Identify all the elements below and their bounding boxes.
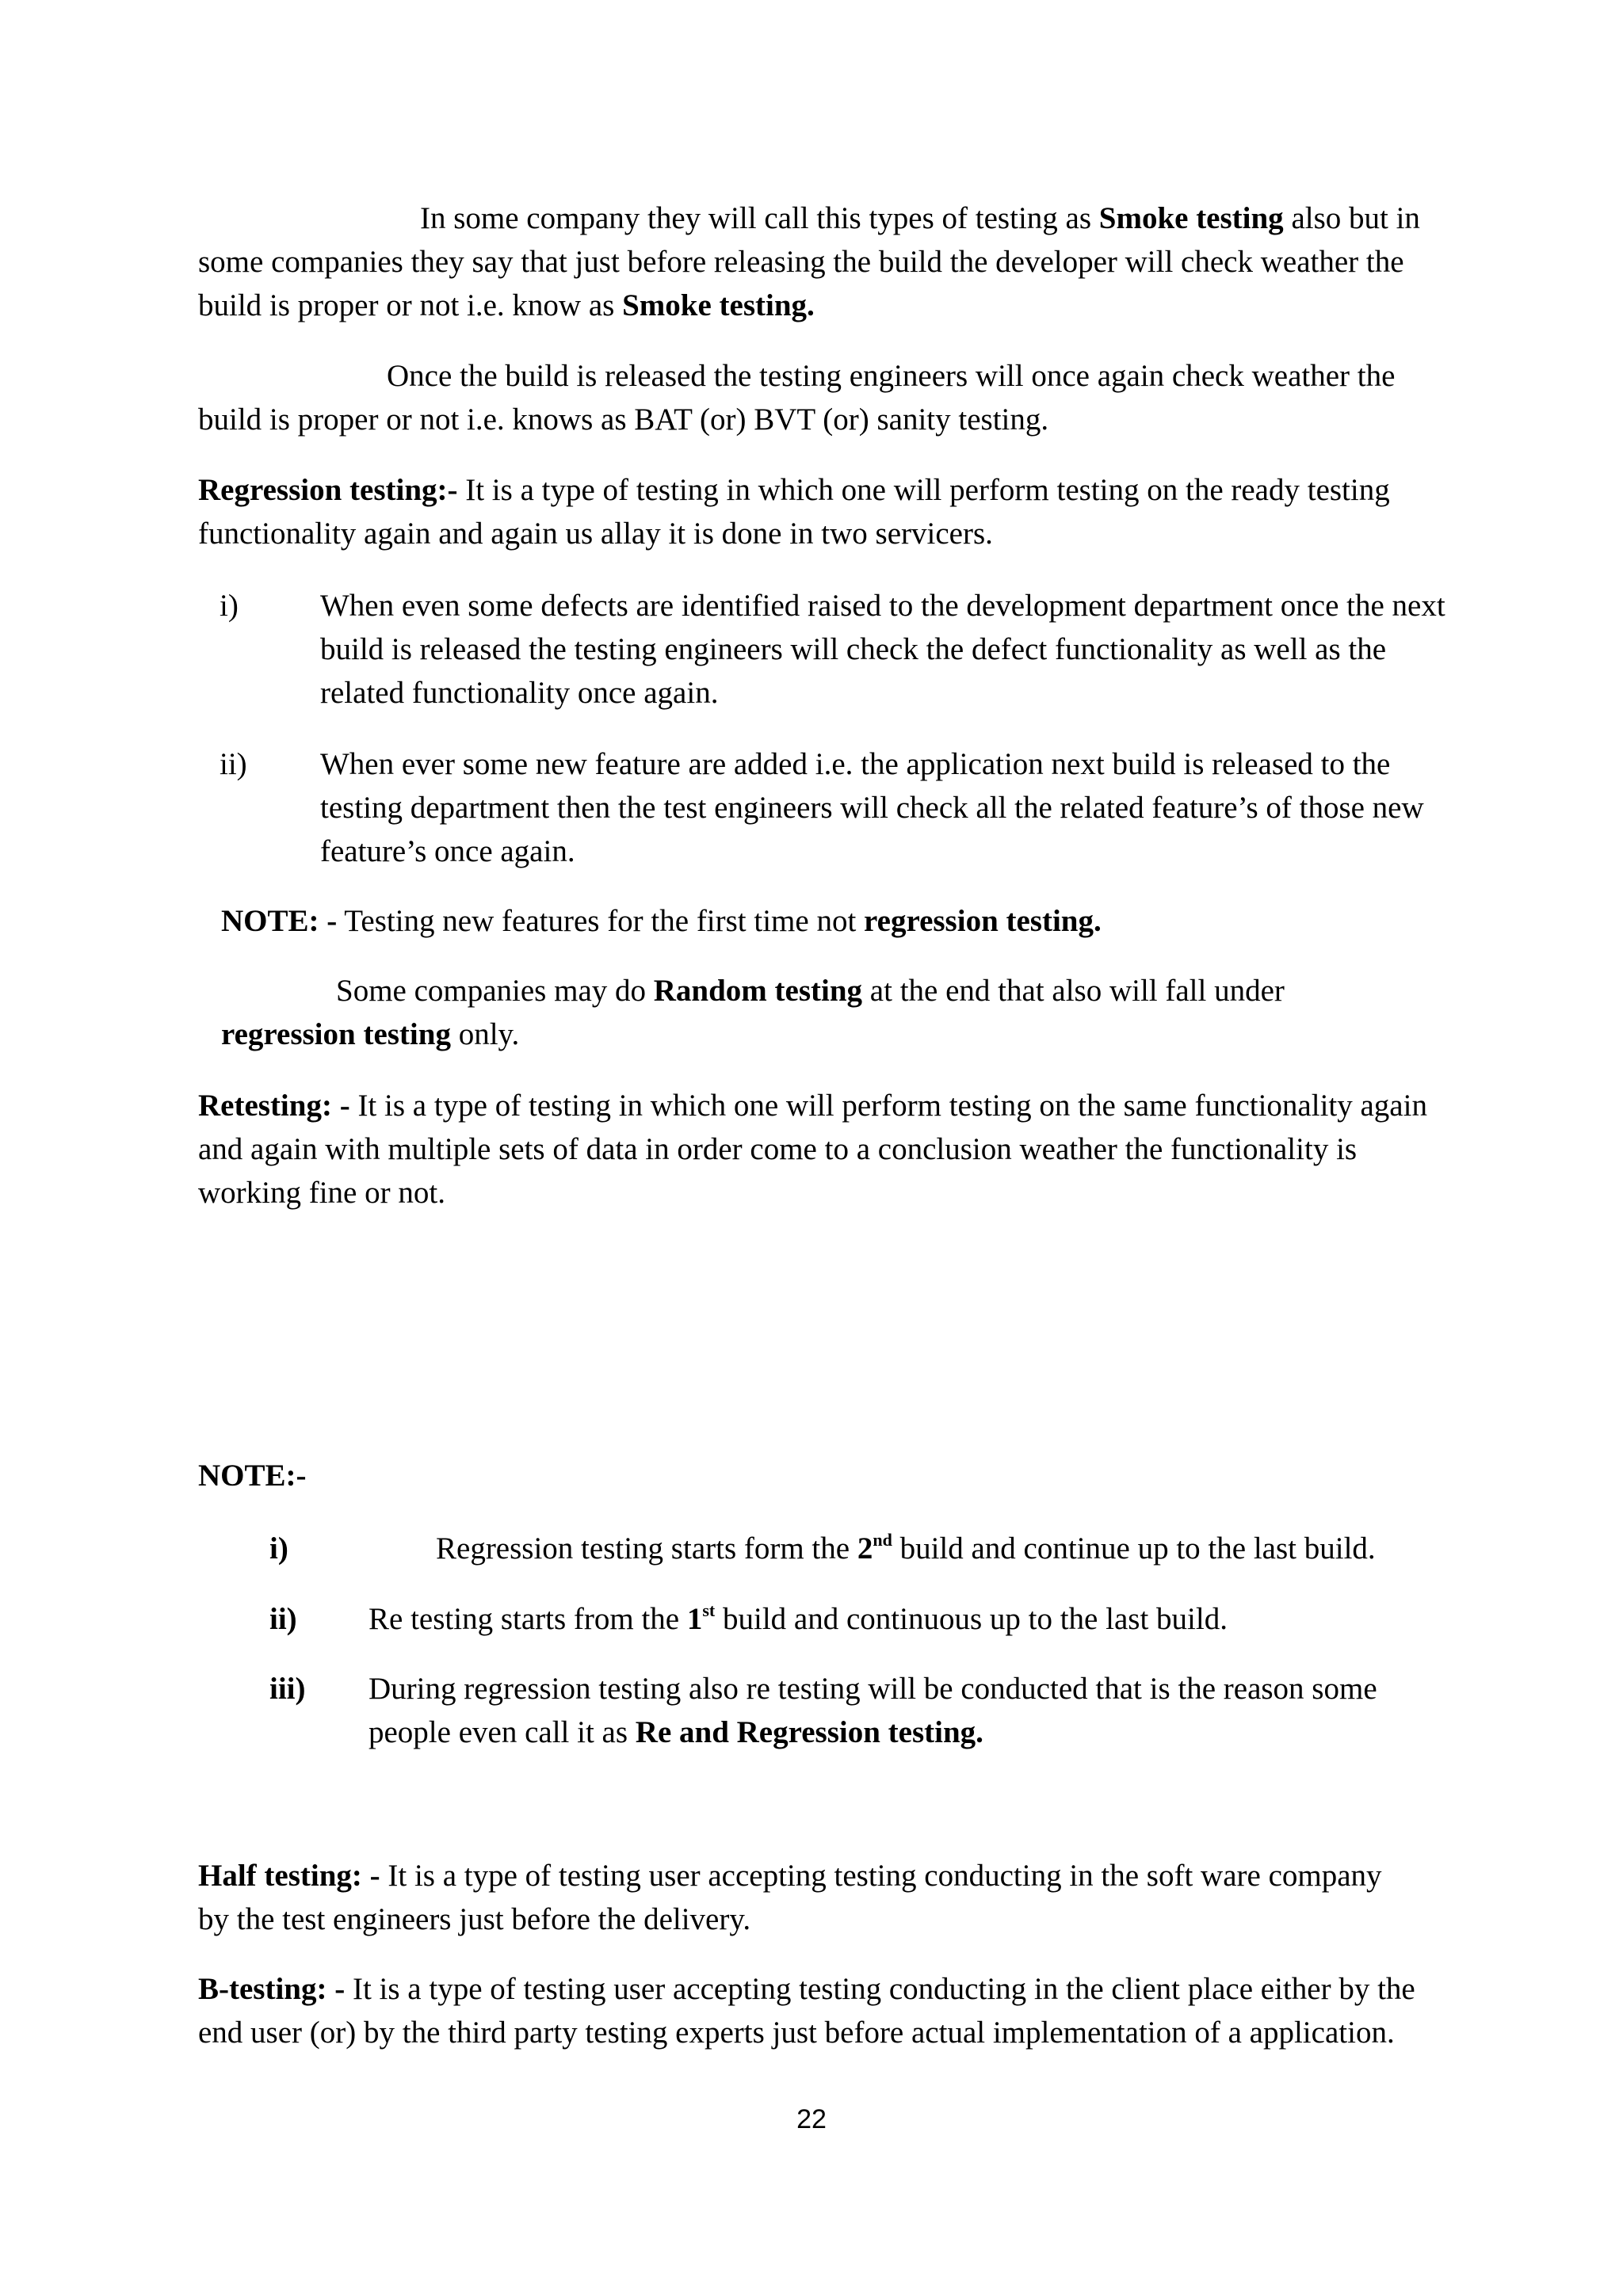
list-text: Regression testing starts form the 2nd build and continue up to the last build. <box>436 1530 1376 1566</box>
paragraph-half-testing <box>198 1854 1403 1941</box>
page-number: 22 <box>796 2104 827 2134</box>
text: It is a type of testing user accepting testing conducting in the client place either by the end user (or) by the third party testing experts just before actual implementation of a application. <box>198 1972 1415 2050</box>
list-text: Re testing starts from the 1st build and continuous up to the last build. <box>369 1600 1228 1636</box>
paragraph-smoke-testing <box>198 196 1434 327</box>
list-text: During regression testing also re testing will be conducted that is the reason some people even call it as Re and Regression testing. <box>369 1672 1377 1749</box>
paragraph-b-testing <box>198 1967 1434 2054</box>
text: It is a type of testing user accepting testing conducting in the soft ware company by the test engineers just before the delivery. <box>198 1859 1382 1936</box>
text: also but in some companies they say that just before releasing the build the developer will check weather the build is proper or not i.e. know as <box>198 201 1420 322</box>
text: It is a type of testing in which one will perform testing on the same functionality again and again with multiple sets of data in order come to a conclusion weather the functionality is working fine or not. <box>198 1089 1427 1210</box>
bold-term: Smoke testing. <box>622 288 815 322</box>
paragraph-regression-testing <box>198 468 1434 555</box>
bold-term: regression testing. <box>864 904 1102 938</box>
list-marker: ii) <box>269 1602 297 1636</box>
list-marker: iii) <box>269 1672 306 1706</box>
section-label: Half testing: - <box>198 1859 380 1893</box>
list-marker: ii) <box>220 747 247 781</box>
paragraph-sanity-testing <box>198 354 1434 441</box>
note-heading: NOTE:- <box>198 1459 307 1493</box>
section-label: B-testing: - <box>198 1972 346 2006</box>
bold-term: Smoke testing <box>1098 201 1284 235</box>
text: It is a type of testing in which one will perform testing on the ready testing functionality again and again us allay it is done in two servicers. <box>198 473 1390 551</box>
bold-term: Random testing <box>653 974 863 1008</box>
text: Once the build is released the testing engineers will once again check weather the build is proper or not i.e. knows as BAT (or) BVT (or) sanity testing. <box>198 359 1396 437</box>
note-regression <box>221 899 1457 943</box>
text: only. <box>450 1017 520 1051</box>
list-marker: i) <box>269 1531 288 1566</box>
list-text: When even some defects are identified raised to the development department once the next build is released the testing engineers will check the defect functionality as well as the related functionality once again. <box>320 589 1445 710</box>
note-label: NOTE: - <box>221 904 338 938</box>
text: at the end that also will fall under <box>862 974 1285 1008</box>
paragraph-retesting <box>198 1084 1434 1215</box>
text: Some companies may do <box>336 974 654 1008</box>
paragraph-random-testing <box>221 969 1410 1056</box>
bold-term: regression testing <box>221 1017 451 1051</box>
section-label: Regression testing:- <box>198 473 458 507</box>
section-label: Retesting: - <box>198 1089 350 1123</box>
list-text: When ever some new feature are added i.e. the application next build is released to the testing department then the test engineers will check all the related feature’s of those new feature’s once again. <box>320 747 1424 868</box>
text: Testing new features for the first time not <box>337 904 865 938</box>
list-marker: i) <box>220 589 239 623</box>
text: In some company they will call this types of testing as <box>420 201 1099 235</box>
